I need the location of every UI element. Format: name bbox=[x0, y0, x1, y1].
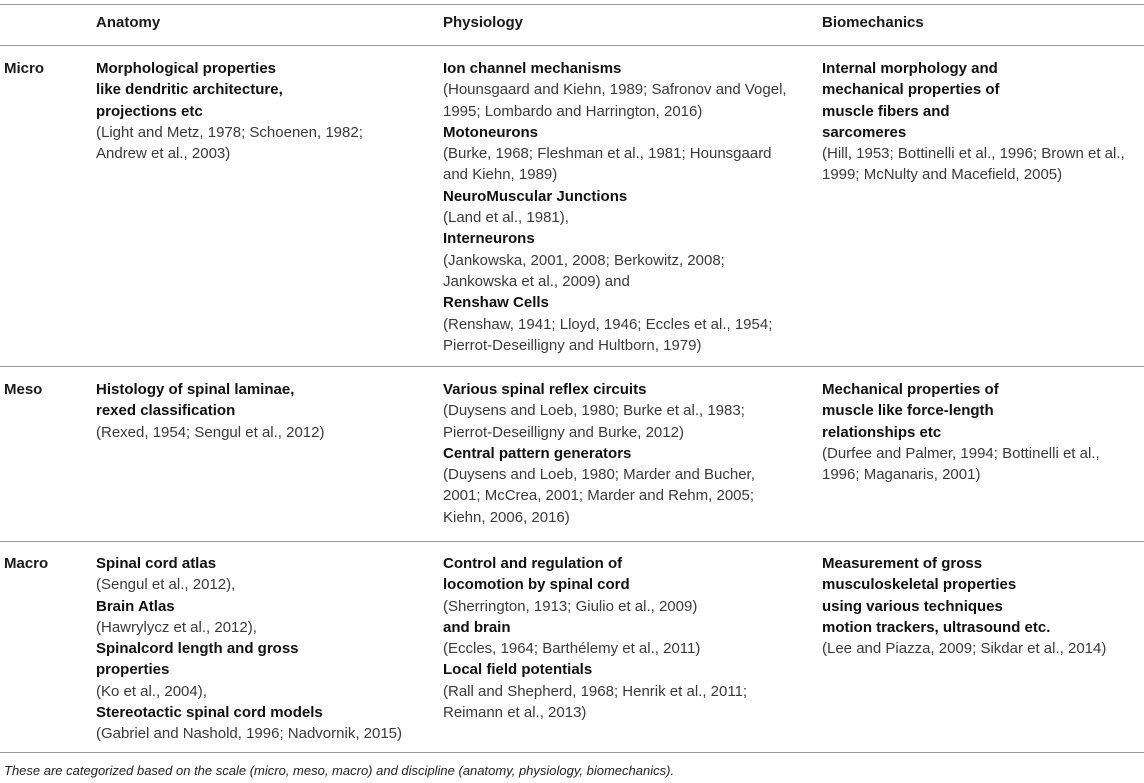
cell-reference-line: (Durfee and Palmer, 1994; Bottinelli et al., bbox=[822, 444, 1100, 462]
cell-reference-line: (Hawrylycz et al., 2012), bbox=[96, 618, 257, 636]
cell-heading-line: Morphological properties bbox=[96, 60, 277, 77]
cell-reference-line: (Jankowska, 2001, 2008; Berkowitz, 2008; bbox=[443, 251, 725, 269]
cell-heading-line: sarcomeres bbox=[822, 123, 907, 141]
cell-reference-line: 2001; McCrea, 2001; Marder and Rehm, 2005; bbox=[443, 487, 755, 505]
cell-heading-line: NeuroMuscular Junctions bbox=[443, 187, 628, 205]
cell-macro-physiology bbox=[443, 553, 747, 723]
cell-heading-line: locomotion by spinal cord bbox=[443, 576, 630, 594]
header-biomechanics: Biomechanics bbox=[822, 14, 924, 31]
cell-reference-line: 1999; McNulty and Macefield, 2005) bbox=[822, 166, 1063, 184]
cell-reference-line: and Kiehn, 1989) bbox=[443, 166, 558, 184]
cell-heading-line: rexed classification bbox=[96, 402, 236, 420]
cell-reference-line: 1995; Lombardo and Harrington, 2016) bbox=[443, 102, 703, 120]
cell-heading-line: motion trackers, ultrasound etc. bbox=[822, 618, 1051, 636]
cell-heading-line: Histology of spinal laminae, bbox=[96, 381, 295, 398]
cell-micro-physiology bbox=[443, 58, 787, 356]
cell-heading-line: projections etc bbox=[96, 102, 203, 120]
cell-reference-line: (Hill, 1953; Bottinelli et al., 1996; Brown et al., bbox=[822, 145, 1125, 163]
cell-heading-line: Renshaw Cells bbox=[443, 294, 549, 312]
cell-reference-line: (Duysens and Loeb, 1980; Marder and Bucher, bbox=[443, 466, 755, 484]
cell-reference-line: (Duysens and Loeb, 1980; Burke et al., 1983; bbox=[443, 402, 745, 420]
row-label-micro: Micro bbox=[4, 60, 45, 77]
cell-heading-line: Spinal cord atlas bbox=[96, 555, 217, 572]
header-rule bbox=[0, 45, 1144, 46]
cell-reference-line: (Light and Metz, 1978; Schoenen, 1982; bbox=[96, 123, 363, 141]
cell-reference-line: Reimann et al., 2013) bbox=[443, 704, 587, 722]
table-bottom-rule bbox=[0, 752, 1144, 753]
cell-reference-line: (Ko et al., 2004), bbox=[96, 682, 207, 700]
cell-reference-line: Pierrot-Deseilligny and Burke, 2012) bbox=[443, 423, 684, 441]
cell-reference-line: (Hounsgaard and Kiehn, 1989; Safronov and Vogel, bbox=[443, 81, 787, 99]
cell-heading-line: Spinalcord length and gross bbox=[96, 640, 299, 658]
cell-meso-physiology bbox=[443, 379, 755, 528]
cell-heading-line: and brain bbox=[443, 618, 511, 636]
cell-heading-line: Internal morphology and bbox=[822, 60, 998, 77]
cell-heading-line: like dendritic architecture, bbox=[96, 81, 283, 99]
cell-reference-line: (Burke, 1968; Fleshman et al., 1981; Hounsgaard bbox=[443, 145, 772, 163]
row-label-meso: Meso bbox=[4, 381, 43, 398]
cell-reference-line: (Gabriel and Nashold, 1996; Nadvornik, 2015) bbox=[96, 725, 403, 743]
cell-macro-anatomy bbox=[96, 553, 402, 745]
cell-reference-line: (Sengul et al., 2012), bbox=[96, 576, 236, 594]
cell-reference-line: (Land et al., 1981), bbox=[443, 209, 569, 227]
cell-micro-anatomy bbox=[96, 58, 363, 164]
cell-heading-line: Motoneurons bbox=[443, 123, 538, 141]
cell-macro-biomechanics bbox=[822, 553, 1106, 659]
cell-heading-line: Stereotactic spinal cord models bbox=[96, 704, 323, 722]
cell-reference-line: (Rexed, 1954; Sengul et al., 2012) bbox=[96, 423, 325, 441]
cell-heading-line: Mechanical properties of bbox=[822, 381, 999, 398]
table-caption: These are categorized based on the scale (micro, meso, macro) and discipline (anatomy, physiology, biomechanics). bbox=[4, 763, 675, 778]
cell-reference-line: Andrew et al., 2003) bbox=[96, 145, 231, 163]
cell-micro-biomechanics bbox=[822, 58, 1125, 186]
cell-reference-line: Jankowska et al., 2009) and bbox=[443, 272, 630, 290]
cell-heading-line: Central pattern generators bbox=[443, 444, 632, 462]
cell-meso-biomechanics bbox=[822, 379, 1100, 485]
cell-reference-line: 1996; Maganaris, 2001) bbox=[822, 466, 981, 484]
row-rule-meso bbox=[0, 541, 1144, 542]
header-anatomy: Anatomy bbox=[96, 14, 161, 31]
cell-heading-line: using various techniques bbox=[822, 597, 1003, 615]
cell-heading-line: Measurement of gross bbox=[822, 555, 983, 572]
cell-heading-line: muscle fibers and bbox=[822, 102, 950, 120]
row-rule-micro bbox=[0, 366, 1144, 367]
table-top-rule bbox=[0, 4, 1144, 5]
cell-heading-line: properties bbox=[96, 661, 170, 679]
cell-reference-line: (Sherrington, 1913; Giulio et al., 2009) bbox=[443, 597, 698, 615]
cell-heading-line: Local field potentials bbox=[443, 661, 593, 679]
cell-heading-line: muscle like force-length bbox=[822, 402, 994, 420]
row-label-macro: Macro bbox=[4, 555, 49, 572]
cell-heading-line: musculoskeletal properties bbox=[822, 576, 1017, 594]
cell-reference-line: (Rall and Shepherd, 1968; Henrik et al., 2011; bbox=[443, 682, 748, 700]
cell-meso-anatomy bbox=[96, 379, 325, 443]
cell-heading-line: relationships etc bbox=[822, 423, 942, 441]
cell-heading-line: Various spinal reflex circuits bbox=[443, 381, 647, 398]
cell-heading-line: Ion channel mechanisms bbox=[443, 60, 622, 77]
cell-heading-line: mechanical properties of bbox=[822, 81, 1000, 99]
cell-heading-line: Control and regulation of bbox=[443, 555, 623, 572]
cell-heading-line: Brain Atlas bbox=[96, 597, 175, 615]
cell-reference-line: Pierrot-Deseilligny and Hultborn, 1979) bbox=[443, 336, 702, 354]
cell-reference-line: (Renshaw, 1941; Lloyd, 1946; Eccles et al., 1954; bbox=[443, 315, 773, 333]
cell-reference-line: (Eccles, 1964; Barthélemy et al., 2011) bbox=[443, 640, 701, 658]
cell-reference-line: Kiehn, 2006, 2016) bbox=[443, 508, 570, 526]
cell-heading-line: Interneurons bbox=[443, 230, 535, 248]
cell-reference-line: (Lee and Piazza, 2009; Sikdar et al., 2014) bbox=[822, 640, 1107, 658]
header-physiology: Physiology bbox=[443, 14, 524, 31]
